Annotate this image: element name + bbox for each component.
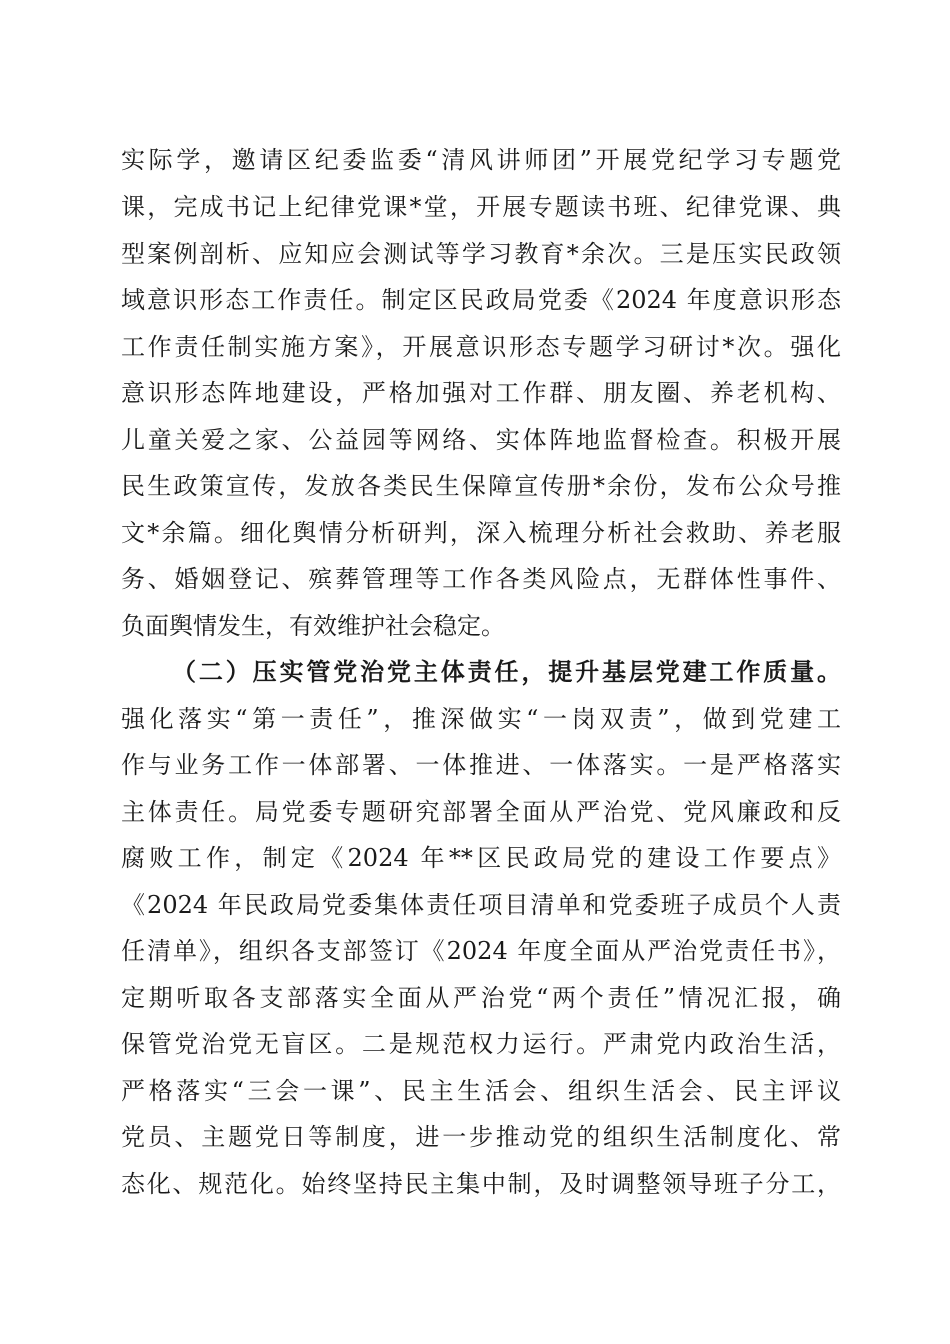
paragraph-line: 民生政策宣传，发放各类民生保障宣传册*余份，发布公众号推 bbox=[121, 472, 841, 500]
paragraph-line: 严格落实“三会一课”、民主生活会、组织生活会、民主评议 bbox=[121, 1077, 841, 1105]
paragraph-line: 任清单》，组织各支部签订《2024 年度全面从严治党责任书》， bbox=[121, 937, 841, 965]
paragraph-line: 定期听取各支部落实全面从严治党“两个责任”情况汇报，确 bbox=[121, 984, 841, 1012]
paragraph-line: 党员、主题党日等制度，进一步推动党的组织生活制度化、常 bbox=[121, 1123, 841, 1151]
paragraph-line: 儿童关爱之家、公益园等网络、实体阵地监督检查。积极开展 bbox=[121, 426, 841, 454]
paragraph-line: 强化落实“第一责任”，推深做实“一岗双责”，做到党建工 bbox=[121, 705, 841, 733]
paragraph-line: 工作责任制实施方案》，开展意识形态专题学习研讨*次。强化 bbox=[121, 333, 841, 361]
paragraph-line: 《2024 年民政局党委集体责任项目清单和党委班子成员个人责 bbox=[121, 891, 841, 919]
paragraph-line: 主体责任。局党委专题研究部署全面从严治党、党风廉政和反 bbox=[121, 798, 841, 826]
paragraph-line: 保管党治党无盲区。二是规范权力运行。严肃党内政治生活， bbox=[121, 1030, 841, 1058]
paragraph-line: 态化、规范化。始终坚持民主集中制，及时调整领导班子分工， bbox=[121, 1170, 841, 1198]
section-heading: （二）压实管党治党主体责任，提升基层党建工作质量。 bbox=[172, 657, 841, 686]
paragraph-line: 作与业务工作一体部署、一体推进、一体落实。一是严格落实 bbox=[121, 751, 841, 779]
paragraph-line: 文*余篇。细化舆情分析研判，深入梳理分析社会救助、养老服 bbox=[121, 519, 841, 547]
paragraph-line: 负面舆情发生，有效维护社会稳定。 bbox=[121, 612, 505, 640]
paragraph-line: 域意识形态工作责任。制定区民政局党委《2024 年度意识形态 bbox=[121, 286, 841, 314]
paragraph-line: 实际学，邀请区纪委监委“清风讲师团”开展党纪学习专题党 bbox=[121, 146, 841, 174]
paragraph-line: 腐败工作，制定《2024 年**区民政局党的建设工作要点》 bbox=[121, 844, 841, 872]
paragraph-line: 型案例剖析、应知应会测试等学习教育*余次。三是压实民政领 bbox=[121, 240, 841, 268]
paragraph-line: 课，完成书记上纪律党课*堂，开展专题读书班、纪律党课、典 bbox=[121, 193, 841, 221]
paragraph-line: 务、婚姻登记、殡葬管理等工作各类风险点，无群体性事件、 bbox=[121, 565, 841, 593]
paragraph-line: 意识形态阵地建设，严格加强对工作群、朋友圈、养老机构、 bbox=[121, 379, 841, 407]
